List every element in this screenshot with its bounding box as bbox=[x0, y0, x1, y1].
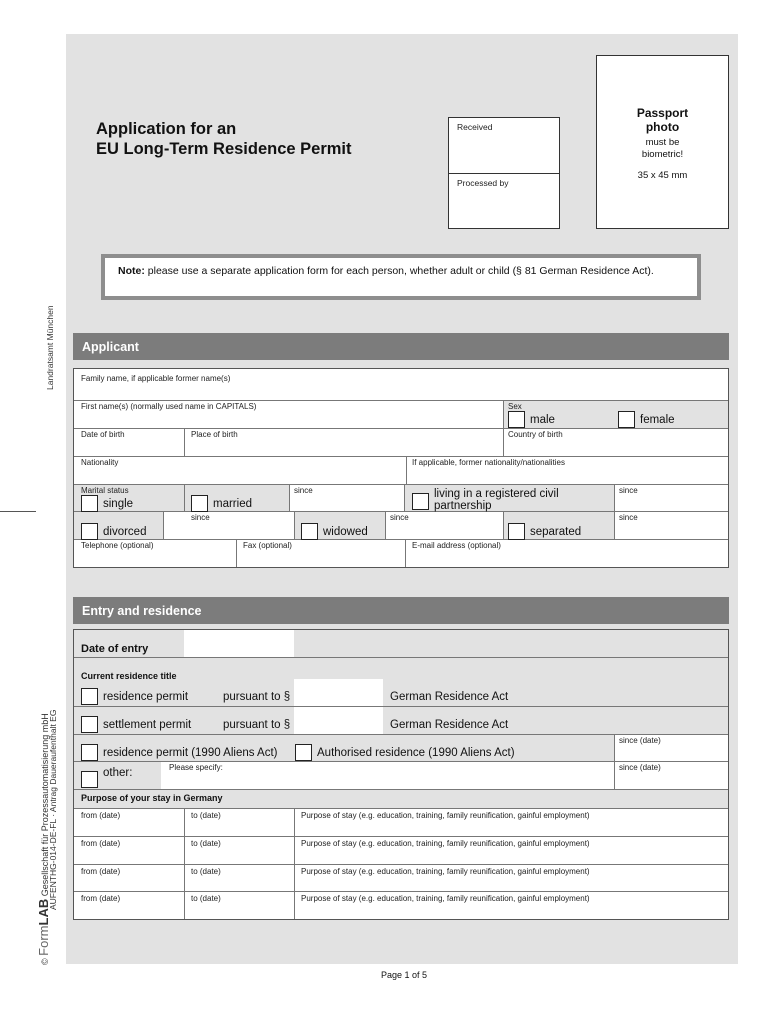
from-date-label: from (date) bbox=[81, 894, 121, 903]
telephone-field[interactable] bbox=[74, 540, 236, 567]
from-date-label: from (date) bbox=[81, 839, 121, 848]
brand-lab: LAB bbox=[36, 898, 51, 926]
photo-title-1: Passport bbox=[636, 106, 689, 120]
purpose-hint-label: Purpose of stay (e.g. education, training, family reunification, gainful employment) bbox=[301, 811, 590, 820]
to-date-label: to (date) bbox=[191, 867, 221, 876]
residence-permit-label: residence permit bbox=[103, 691, 189, 703]
photo-note-2: biometric! bbox=[641, 149, 684, 160]
copyright-symbol: © bbox=[40, 958, 50, 965]
passport-photo-box[interactable] bbox=[596, 55, 729, 229]
rule bbox=[614, 735, 615, 789]
company-name: Gesellschaft für Prozessautomatisierung mbH bbox=[40, 713, 50, 897]
since-label: since bbox=[294, 486, 313, 495]
photo-title-2: photo bbox=[645, 120, 680, 134]
please-specify-label: Please specify: bbox=[169, 763, 223, 772]
rule bbox=[74, 706, 728, 707]
married-checkbox[interactable] bbox=[191, 495, 208, 512]
first-names-field[interactable] bbox=[74, 401, 503, 428]
date-of-entry-field[interactable] bbox=[184, 630, 294, 657]
nationality-label: Nationality bbox=[81, 458, 119, 467]
single-label: single bbox=[103, 498, 134, 510]
widowed-checkbox[interactable] bbox=[301, 523, 318, 540]
rule bbox=[289, 485, 290, 511]
current-title-label: Current residence title bbox=[81, 671, 177, 681]
telephone-label: Telephone (optional) bbox=[81, 541, 154, 550]
purpose-hint-label: Purpose of stay (e.g. education, training, family reunification, gainful employment) bbox=[301, 867, 590, 876]
registered-partnership-line-2: partnership bbox=[434, 500, 492, 512]
since-label: since bbox=[619, 513, 638, 522]
registered-partnership-line-1: living in a registered civil bbox=[434, 488, 559, 500]
german-act-label: German Residence Act bbox=[390, 691, 509, 703]
pursuant-to-label: pursuant to § bbox=[223, 719, 291, 731]
rule bbox=[385, 512, 386, 539]
rule bbox=[74, 891, 728, 892]
pob-field[interactable] bbox=[185, 429, 503, 456]
rule bbox=[614, 485, 615, 539]
fold-mark bbox=[0, 511, 36, 512]
rule bbox=[294, 809, 295, 919]
rule bbox=[74, 657, 728, 658]
received-label: Received bbox=[457, 122, 493, 132]
processed-by-label: Processed by bbox=[457, 178, 509, 188]
rule bbox=[74, 484, 728, 485]
male-checkbox[interactable] bbox=[508, 411, 525, 428]
authorised-residence-checkbox[interactable] bbox=[295, 744, 312, 761]
other-checkbox[interactable] bbox=[81, 771, 98, 788]
form-code: AUFENTHG-014-DE-FL · Antrag Daueraufenthalt EG bbox=[48, 709, 58, 910]
note-box bbox=[101, 254, 701, 300]
from-date-label: from (date) bbox=[81, 867, 121, 876]
rule bbox=[184, 809, 185, 919]
rule bbox=[74, 511, 728, 512]
rule bbox=[74, 761, 728, 762]
dob-label: Date of birth bbox=[81, 430, 125, 439]
rule bbox=[74, 808, 728, 809]
settlement-permit-checkbox[interactable] bbox=[81, 716, 98, 733]
registered-partnership-label bbox=[434, 488, 559, 512]
rule bbox=[74, 836, 728, 837]
dob-field[interactable] bbox=[74, 429, 184, 456]
residence-permit-1990-checkbox[interactable] bbox=[81, 744, 98, 761]
fax-label: Fax (optional) bbox=[243, 541, 292, 550]
processed-by-field[interactable] bbox=[448, 173, 560, 229]
to-date-label: to (date) bbox=[191, 839, 221, 848]
since-label: since bbox=[619, 486, 638, 495]
marital-status-label: Marital status bbox=[81, 486, 129, 495]
email-field[interactable] bbox=[406, 540, 728, 567]
single-checkbox[interactable] bbox=[81, 495, 98, 512]
rule bbox=[184, 485, 185, 511]
settlement-permit-label: settlement permit bbox=[103, 719, 192, 731]
from-date-label: from (date) bbox=[81, 811, 121, 820]
family-name-field[interactable] bbox=[74, 369, 728, 400]
residence-permit-1990-label: residence permit (1990 Aliens Act) bbox=[103, 747, 278, 759]
married-label: married bbox=[213, 498, 252, 510]
note-label: Note: bbox=[118, 265, 145, 277]
former-nationality-label: If applicable, former nationality/nationalities bbox=[412, 458, 565, 467]
widowed-label: widowed bbox=[323, 526, 368, 538]
female-checkbox[interactable] bbox=[618, 411, 635, 428]
pursuant-section-field-1[interactable] bbox=[294, 679, 383, 706]
pursuant-section-field-2[interactable] bbox=[294, 707, 383, 734]
rule bbox=[163, 512, 164, 539]
note-text: please use a separate application form for each person, whether adult or child (§ 81 German Residence Act). bbox=[147, 265, 654, 277]
photo-size: 35 x 45 mm bbox=[637, 170, 688, 181]
photo-note-1: must be bbox=[645, 137, 680, 148]
fax-field[interactable] bbox=[237, 540, 405, 567]
date-of-entry-label: Date of entry bbox=[81, 643, 149, 655]
received-field[interactable] bbox=[448, 117, 560, 174]
pursuant-to-label: pursuant to § bbox=[223, 691, 291, 703]
purpose-hint-label: Purpose of stay (e.g. education, training, family reunification, gainful employment) bbox=[301, 894, 590, 903]
rule bbox=[74, 734, 728, 735]
to-date-label: to (date) bbox=[191, 811, 221, 820]
form-title bbox=[96, 119, 352, 159]
since-label: since bbox=[390, 513, 409, 522]
other-label: other: bbox=[103, 767, 133, 779]
former-nationality-field[interactable] bbox=[407, 457, 728, 484]
separated-checkbox[interactable] bbox=[508, 523, 525, 540]
pob-label: Place of birth bbox=[191, 430, 238, 439]
page-number: Page 1 of 5 bbox=[381, 970, 428, 980]
title-line-1: Application for an bbox=[96, 120, 237, 138]
since-date-label: since (date) bbox=[619, 736, 661, 745]
residence-permit-checkbox[interactable] bbox=[81, 688, 98, 705]
cob-label: Country of birth bbox=[508, 430, 563, 439]
german-act-label: German Residence Act bbox=[390, 719, 509, 731]
female-label: female bbox=[640, 414, 675, 426]
since-label: since bbox=[191, 513, 210, 522]
rule bbox=[74, 789, 728, 790]
divorced-checkbox[interactable] bbox=[81, 523, 98, 540]
male-label: male bbox=[530, 414, 555, 426]
rule bbox=[294, 512, 295, 539]
divorced-label: divorced bbox=[103, 526, 147, 538]
authorised-residence-label: Authorised residence (1990 Aliens Act) bbox=[317, 747, 515, 759]
applicant-section-header: Applicant bbox=[73, 333, 729, 360]
rule bbox=[404, 485, 405, 511]
title-line-2: EU Long-Term Residence Permit bbox=[96, 140, 352, 158]
purpose-heading: Purpose of your stay in Germany bbox=[81, 793, 223, 803]
nationality-field[interactable] bbox=[74, 457, 406, 484]
cob-field[interactable] bbox=[504, 429, 728, 456]
rule bbox=[74, 864, 728, 865]
email-label: E-mail address (optional) bbox=[412, 541, 501, 550]
registered-partnership-checkbox[interactable] bbox=[412, 493, 429, 510]
since-date-label: since (date) bbox=[619, 763, 661, 772]
please-specify-field[interactable] bbox=[161, 762, 614, 789]
purpose-hint-label: Purpose of stay (e.g. education, training, family reunification, gainful employment) bbox=[301, 839, 590, 848]
entry-section-header: Entry and residence bbox=[73, 597, 729, 624]
to-date-label: to (date) bbox=[191, 894, 221, 903]
separated-label: separated bbox=[530, 526, 582, 538]
authority-name: Landratsamt München bbox=[45, 305, 55, 390]
rule bbox=[503, 512, 504, 539]
marital-since-field-3[interactable] bbox=[163, 512, 294, 539]
brand-form: Form bbox=[36, 925, 51, 956]
family-name-label: Family name, if applicable former name(s) bbox=[81, 374, 231, 383]
sex-label: Sex bbox=[508, 402, 522, 411]
first-names-label: First name(s) (normally used name in CAPITALS) bbox=[81, 402, 257, 411]
